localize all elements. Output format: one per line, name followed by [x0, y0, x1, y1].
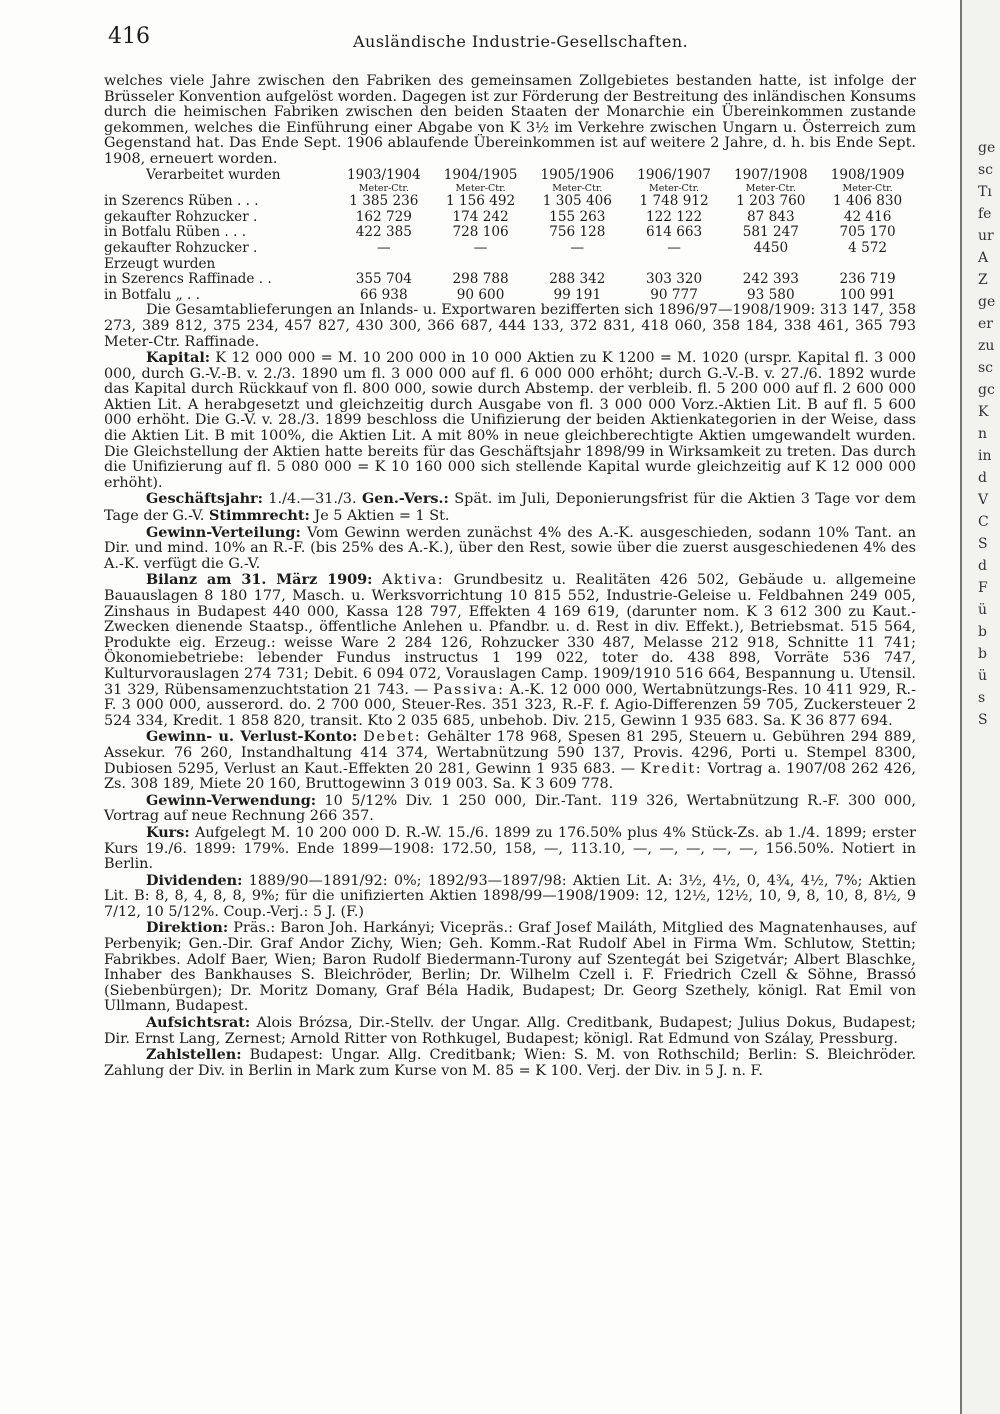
edge-fragment: F — [978, 580, 988, 596]
section-text: Grundbesitz u. Realitäten 426 502, Gebäude u. allgemeine Bauauslagen 8 180 177, Masch. u. Werksvorrichtung 10 815 552, Industrie-Geleise u. Feldbahnen 249 005, Zinshaus in Budapest 440 000, Kassa 128 797, Effekten 4 169 619, (darunter nom. K 3 612 300 zu Kaut.-Zwecken dienende Staatsp., öffentliche Anlehen u. Pfandbr. u. d. Rest in div. Effekt.), Betriebsmat. 515 564, Produkte eig. Erzeug.: weisse Ware 2 284 126, Rohzucker 330 487, Melasse 212 918, Schnitte 11 741; Ökonomiebetriebe: lebender Fundus instructus 1 199 022, toter do. 438 898, Vorräte 536 747, Kulturvorauslagen 274 731; Debit. 6 094 072, Vorauslagen Camp. 1909/1910 516 664, Bespannung u. Utensil. 31 329, Rübensamenzuchtstation 21 743. — — [104, 572, 916, 698]
edge-fragment: sc — [978, 162, 994, 178]
edge-fragment: n — [978, 426, 988, 442]
section-text: Je 5 Aktien = 1 St. — [314, 508, 450, 525]
edge-fragment: sc — [978, 360, 994, 376]
section-gewinn-verlust — [104, 729, 916, 792]
edge-fragment: ge — [978, 294, 996, 310]
year-heading: 1908/1909 — [830, 166, 905, 183]
table-cell: 242 393 — [742, 271, 799, 288]
row-label: gekaufter Rohzucker . — [104, 239, 258, 256]
section-text: Vortrag a. 1907/08 262 426, Zs. 308 189, Miete 20 160, Bruttogewinn 3 019 003. Sa. K 3 609 778. — [104, 760, 916, 793]
table-row — [104, 272, 916, 288]
section-text: 1889/90—1891/92: 0%; 1892/93—1897/98: Aktien Lit. A: 3½, 4½, 0, 4¾, 4½, 7%; Aktien Lit. B: 8, 8, 4, 8, 8, 9%; für die unifizierten Aktien 1898/99—1908/1909: 12, 12½, 12½, 10, 9, 8, 10, 8, 8½, 9 7/12, 10 5/12%. Coup.-Verj.: 5 J. (F.) — [104, 872, 916, 920]
table-header-label: Verarbeitet wurden — [146, 166, 281, 183]
section-text: Alois Brózsa, Dir.-Stellv. der Ungar. Allg. Creditbank, Budapest; Julius Dokus, Budapest; Dir. Ernst Lang, Zernest; Arnold Ritter von Rothkugel, Budapest; königl. Rat Edmund von Szálay, Pressburg. — [104, 1015, 916, 1047]
table-cell — [819, 257, 916, 273]
row-label: in Botfalu Rüben . . . — [104, 224, 247, 241]
unit-label: Meter-Ctr. — [455, 183, 506, 195]
row-label: in Szerencs Raffinade . . — [104, 271, 272, 288]
table-cell: 90 600 — [456, 286, 505, 303]
section-gewinn-verwendung — [104, 793, 916, 825]
unit-label: Meter-Ctr. — [649, 183, 700, 195]
table-cell: 93 580 — [747, 286, 795, 303]
table-cell: 90 777 — [650, 286, 698, 303]
year-heading: 1903/1904 — [346, 166, 421, 183]
section-label: Gewinn-Verteilung: — [146, 523, 301, 541]
section-kapital — [104, 350, 916, 491]
table-cell: 99 191 — [553, 286, 602, 303]
table-cell — [626, 257, 723, 273]
section-bilanz — [104, 572, 916, 729]
edge-fragment: fe — [978, 206, 992, 222]
table-cell: 162 729 — [355, 208, 412, 225]
unit-label: Meter-Ctr. — [745, 183, 796, 195]
table-cell: 122 122 — [645, 208, 703, 225]
section-lead: Kredit: — [640, 760, 703, 777]
table-cell: 1 203 760 — [736, 193, 806, 210]
table-cell: — — [570, 239, 585, 256]
section-label: Kapital: — [146, 349, 211, 367]
section-lead: Passiva: — [433, 681, 505, 698]
table-row — [104, 257, 916, 273]
section-text: Präs.: Baron Joh. Harkányi; Vicepräs.: Graf Josef Mailáth, Mitglied des Magnatenhauses, auf Perbenyik; Gen.-Dir. Graf Andor Zichy, Wien; Geh. Komm.-Rat Rudolf Abel in Firma Wm. Schlutow, Stettin; Fabrikbes. Adolf Baer, Wien; Baron Rudolf Biedermann-Turony auf Szentegát bei Szigetvár; Albert Blaschke, Inhaber des Bankhauses S. Bleichröder, Berlin; Dr. Wilhelm Czell i. F. Friedrich Czell & Söhne, Brassó (Siebenbürgen); Dr. Moritz Domany, Graf Béla Hadik, Budapest; Dr. Georg Szethely, königl. Rat Emil von Ullmann, Budapest. — [104, 920, 916, 1015]
table-row — [104, 194, 916, 210]
table-cell — [432, 257, 529, 273]
edge-fragment: A — [978, 250, 989, 266]
section-text: Aufgelegt M. 10 200 000 D. R.-W. 15./6. 1899 zu 176.50% plus 4% Stück-Zs. ab 1./4. 1899; erster Kurs 19./6. 1899: 179%. Ende 1899—1908: 172.50, 158, —, 113.10, —, —, —, —, —, 156.50%. Notiert in Berlin. — [104, 824, 916, 873]
section-label: Gewinn-Verwendung: — [146, 791, 317, 809]
section-label: Geschäftsjahr: — [146, 490, 263, 508]
edge-fragment: zu — [978, 338, 995, 354]
section-text: K 12 000 000 = M. 10 200 000 in 10 000 Aktien zu K 1200 = M. 1020 (urspr. Kapital fl. 3 000 000, durch G.-V.-B. v. 2./3. 1890 um fl. 3 000 000 auf fl. 6 000 000 erhöht; durch G.-V.-B. v. 27./6. 1892 wurde das Kapital durch Rückkauf von fl. 800 000, sowie durch Abstemp. der verbleib. fl. 5 200 000 auf fl. 2 600 000 Aktien Lit. A herabgesetzt und gleichzeitig durch Ausgabe von fl. 3 000 000 Vorz.-Aktien Lit. B auf fl. 5 600 000 erhöht. Die G.-V. v. 28./3. 1899 beschloss die Unifizierung der beiden Aktienkategorien in der Weise, dass die Aktien Lit. B mit 100%, die Aktien Lit. A mit 80% in neue gleichberechtigte Aktien umgewandelt wurden. Die Gleichstellung der Aktien hatte bereits für das Geschäftsjahr 1898/99 in Wirksamkeit zu treten. Das durch die Unifizierung auf fl. 5 080 000 = K 10 160 000 sich stellende Kapital wurde gleichzeitig auf K 12 000 000 erhöht). — [104, 350, 916, 491]
edge-fragment: s — [978, 690, 986, 706]
table-cell: 1 156 492 — [445, 193, 516, 210]
edge-fragment: Z — [978, 272, 988, 288]
section-label: Zahlstellen: — [146, 1046, 242, 1064]
table-cell: 1 385 236 — [349, 193, 419, 210]
table-cell: 298 788 — [452, 271, 509, 288]
year-heading: 1905/1906 — [540, 166, 615, 183]
section-text: A.-K. 12 000 000, Wertabnützungs-Res. 10 411 929, R.-F. 3 000 000, ausserord. do. 2 700 000, Steuer-Res. 351 323, R.-F. f. Agio-Differenzen 59 705, Zuckersteuer 2 524 334, Kredit. 1 858 820, transit. Kto 2 035 685, unbehob. Div. 215, Gewinn 1 935 683. Sa. K 36 877 694. — [104, 681, 916, 729]
table-cell: 614 663 — [645, 224, 703, 241]
section-direktion — [104, 920, 916, 1015]
section-label: Bilanz am 31. März 1909: — [146, 571, 373, 589]
table-cell: 100 991 — [839, 286, 896, 303]
edge-fragment: ü — [978, 668, 988, 684]
section-label: Gewinn- u. Verlust-Konto: — [146, 728, 358, 746]
table-cell — [529, 257, 626, 273]
production-table — [104, 168, 916, 304]
table-cell: 236 719 — [839, 271, 896, 288]
table-cell: 87 843 — [747, 208, 795, 225]
year-heading: 1907/1908 — [733, 166, 808, 183]
edge-fragment: ü — [978, 602, 988, 618]
section-label: Dividenden: — [146, 871, 243, 889]
table-cell: — — [473, 239, 488, 256]
section-text: 10 5/12% Div. 1 250 000, Dir.-Tant. 119 326, Wertabnützung R.-F. 300 000, Vortrag auf neue Rechnung 266 357. — [104, 792, 917, 825]
page-header — [108, 24, 918, 58]
table-cell: 303 320 — [645, 271, 703, 288]
table-cell: 174 242 — [452, 208, 509, 225]
edge-fragment: gc — [978, 382, 995, 398]
table-cell: 422 385 — [355, 224, 412, 241]
table-row — [104, 288, 916, 304]
table-cell: 155 263 — [549, 208, 606, 225]
table-cell: 42 416 — [843, 208, 892, 225]
year-heading: 1906/1907 — [637, 166, 711, 183]
table-cell: 581 247 — [742, 224, 799, 241]
row-label: Erzeugt wurden — [104, 255, 216, 272]
table-row — [104, 225, 916, 241]
section-text: Vom Gewinn werden zunächst 4% des A.-K. ausgeschieden, sodann 10% Tant. an Dir. und mind. 10% an R.-F. (bis 25% des A.-K.), über den Rest, sowie über die zuerst ausgeschiedenen 4% des A.-K. verfügt die G.-V. — [104, 524, 916, 572]
table-row — [104, 241, 916, 257]
edge-fragment: S — [978, 536, 988, 552]
table-cell: 756 128 — [549, 224, 606, 241]
table-cell: 1 748 912 — [639, 193, 709, 210]
edge-fragment: ur — [978, 228, 994, 244]
table-cell: 705 170 — [839, 224, 896, 241]
row-label: in Szerencs Rüben . . . — [104, 193, 259, 210]
edge-fragment: S — [978, 712, 988, 728]
section-label: Kurs: — [146, 823, 190, 841]
section-dividenden — [104, 873, 916, 921]
table-cell: — — [667, 239, 681, 256]
document-body — [104, 74, 916, 1079]
year-heading: 1904/1905 — [443, 166, 518, 183]
table-cell: 728 106 — [452, 224, 509, 241]
row-label: gekaufter Rohzucker . — [104, 208, 258, 225]
section-aufsichtsrat — [104, 1015, 916, 1047]
table-cell — [335, 257, 432, 273]
table-header-row — [104, 168, 916, 184]
edge-fragment: V — [978, 492, 989, 508]
table-cell: 4 572 — [848, 239, 888, 256]
table-cell: — — [377, 239, 391, 256]
edge-fragment: d — [978, 470, 987, 486]
section-zahlstellen — [104, 1047, 916, 1079]
edge-fragment: b — [978, 646, 987, 662]
page-number: 416 — [108, 24, 150, 49]
table-cell: 66 938 — [360, 286, 408, 303]
unit-label: Meter-Ctr. — [552, 183, 603, 195]
section-geschaeftsjahr — [104, 491, 916, 524]
edge-fragment: er — [978, 316, 993, 332]
table-cell: 4450 — [753, 239, 789, 256]
section-text: 1./4.—31./3. — [268, 491, 357, 508]
table-cell: 288 342 — [549, 271, 606, 288]
edge-fragment: in — [978, 448, 992, 464]
intro-paragraph: welches viele Jahre zwischen den Fabriken des gemeinsamen Zollgebietes bestanden hatte, ist infolge der Brüsseler Konvention aufgelöst worden. Dagegen ist zur Förderung der Bestreitung des inländischen Konsums durch die heimischen Fabriken zwischen den beiden Staaten der Monarchie ein Übereinkommen zustande gekommen, welches die Einführung einer Abgabe von K 3½ im Verkehre zwischen Ungarn u. Österreich zum Gegenstand hat. Das Ende Sept. 1906 ablaufende Übereinkommen ist auf weitere 2 Jahre, d. h. bis Ende Sept. 1908, erneuert worden. — [104, 73, 916, 167]
section-text: Budapest: Ungar. Allg. Creditbank; Wien: S. M. von Rothschild; Berlin: S. Bleichröder. Zahlung der Div. in Berlin in Mark zum Kurse von M. 85 = K 100. Verj. der Div. in 5 J. n. F. — [104, 1047, 916, 1079]
edge-fragment: C — [978, 514, 989, 530]
table-cell: 1 406 830 — [833, 193, 903, 210]
unit-label: Meter-Ctr. — [842, 183, 893, 195]
edge-fragment: d — [978, 558, 987, 574]
table-cell: 355 704 — [355, 271, 412, 288]
export-paragraph: Die Gesamtablieferungen an Inlands- u. Exportwaren bezifferten sich 1896/97—1908/1909: 313 147, 358 273, 389 812, 375 234, 457 827, 430 300, 366 687, 444 133, 372 831, 418 060, 358 184, 338 461, 365 793 Meter-Ctr. Raffinade. — [104, 302, 916, 350]
edge-fragment: Tı — [978, 184, 992, 200]
table-cell — [722, 257, 819, 273]
edge-fragment: K — [978, 404, 989, 420]
section-label: Aufsichtsrat: — [146, 1014, 251, 1032]
unit-label: Meter-Ctr. — [358, 183, 409, 195]
section-gewinn-verteilung — [104, 525, 916, 573]
row-label: in Botfalu „ . . — [104, 286, 200, 303]
section-label: Gen.-Vers.: — [361, 490, 449, 508]
section-lead: Debet: — [363, 729, 422, 746]
facing-page-edge — [960, 0, 1000, 1414]
section-text: Spät. im Juli, Deponierungsfrist für die Aktien 3 Tage vor dem Tage der G.-V. — [104, 491, 917, 525]
section-text: Gehälter 178 968, Spesen 81 295, Steuern u. Gebühren 294 889, Assekur. 76 260, Instandhaltung 414 374, Wertabnützung 590 137, Provis. 4296, Porti u. Stempel 8300, Dubiosen 5295, Verlust an Kaut.-Effekten 20 281, Gewinn 1 935 683. — — [104, 729, 917, 777]
section-lead: Aktiva: — [381, 572, 445, 589]
section-label: Stimmrecht: — [208, 507, 310, 525]
edge-fragment: ge — [978, 140, 996, 156]
edge-fragment: b — [978, 624, 987, 640]
table-cell: 1 305 406 — [542, 193, 612, 210]
section-label: Direktion: — [146, 919, 229, 937]
section-kurs — [104, 825, 916, 873]
running-title: Ausländische Industrie-Gesellschaften. — [353, 32, 689, 51]
table-row — [104, 210, 916, 226]
